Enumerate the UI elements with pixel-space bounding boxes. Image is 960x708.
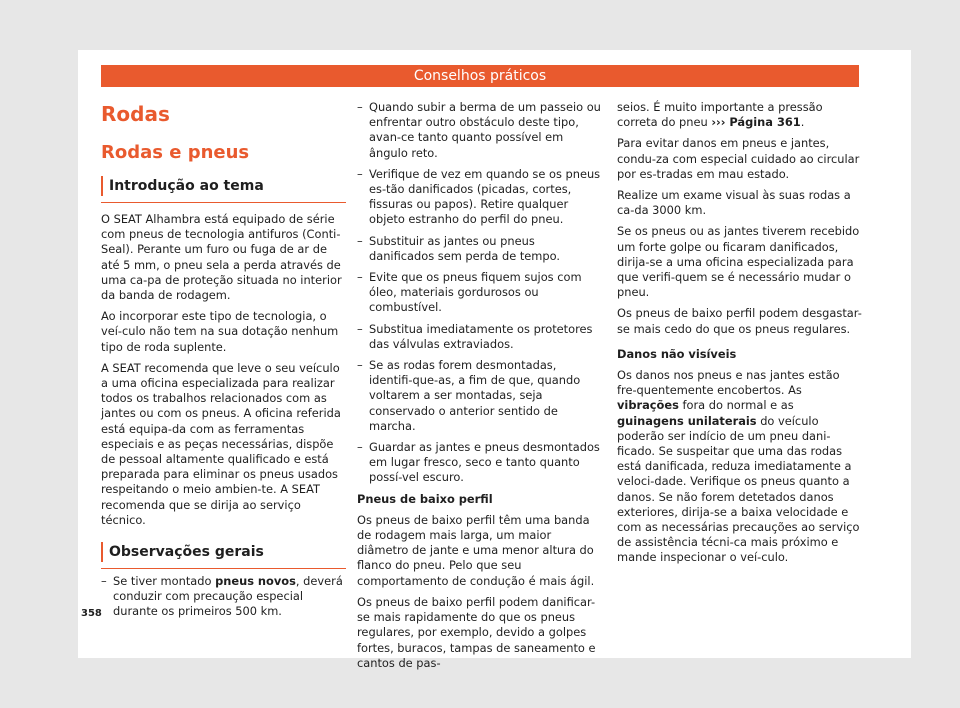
page-number: 358 xyxy=(81,608,102,619)
page-title: Rodas xyxy=(101,102,170,126)
section-marker xyxy=(101,176,103,196)
section-heading-general xyxy=(101,542,346,569)
paragraph: Os pneus de baixo perfil podem desgastar-se mais cedo do que os pneus regulares. xyxy=(617,306,862,336)
paragraph: Para evitar danos em pneus e jantes, condu-za com especial cuidado ao circular por es-tradas em mau estado. xyxy=(617,136,860,181)
manual-page xyxy=(78,50,911,670)
paragraph: Se os pneus ou as jantes tiverem recebido um forte golpe ou ficaram danificados, dirija-se a uma oficina especializada para que verifi-quem se é necessário mudar o pneu. xyxy=(617,224,860,300)
intro-text xyxy=(101,212,346,534)
section-heading-intro xyxy=(101,176,346,203)
general-list xyxy=(101,574,346,626)
section-heading-text: Observações gerais xyxy=(109,544,264,560)
subheading-hidden-damage: Danos não visíveis xyxy=(617,346,737,361)
paragraph: Os pneus de baixo perfil podem danificar-se mais rapidamente do que os pneus regulares, por exemplo, devido a golpes fortes, buracos, tampas de saneamento e cantos de pas- xyxy=(357,594,596,670)
list-item: – Guardar as jantes e pneus desmontados em lugar fresco, seco e tanto quanto possí-vel escuro. xyxy=(357,440,602,486)
paragraph: Os pneus de baixo perfil têm uma banda de rodagem mais larga, um maior diâmetro de jante e uma menor altura do flanco do pneu. Pelo que seu comportamento de condução é mais ágil. xyxy=(357,512,595,588)
paragraph: Os danos nos pneus e nas jantes estão fre-quentemente encobertos. As vibrações fora do normal e as guinagens unilaterais do veículo poderão ser indício de um pneu dani-ficado. Se suspeitar que uma das rodas está danificada, reduza imediatamente a veloci-dade. Verifique os pneus quanto a danos. Se não forem detetados danos exteriores, dirija-se a baixa velocidade e com as necessárias precauções ao serviço de assistência técni-ca mais próximo e mande inspecionar o veí-culo. xyxy=(617,368,860,565)
section-marker xyxy=(101,542,103,562)
paragraph: O SEAT Alhambra está equipado de série com pneus de tecnologia antifuros (Conti-Seal). Perante um furo ou fuga de ar de até 5 mm, o pneu sela a perda através de uma ca-pa de proteção situada no interior da banda de rodagem. xyxy=(101,212,342,303)
paragraph: Ao incorporar este tipo de tecnologia, o veí-culo não tem na sua dotação nenhum tipo de roda suplente. xyxy=(101,309,339,354)
page-reference-link[interactable]: ››› Página 361 xyxy=(711,115,801,130)
chapter-header: Conselhos práticos xyxy=(101,65,859,87)
page-subtitle: Rodas e pneus xyxy=(101,142,250,163)
paragraph: A SEAT recomenda que leve o seu veículo a uma oficina especializada para realizar todos os trabalhos relacionados com as jantes ou com os pneus. A oficina referida está equipa-da com as ferramentas especiais e as peças necessárias, dispõe de pessoal altamente qualificado e está preparada para eliminar os pneus usados respeitando o meio ambien-te. A SEAT recomenda que se dirija ao serviço técnico. xyxy=(101,360,341,527)
list-item: – Substituir as jantes ou pneus danificados sem perda de tempo. xyxy=(357,234,602,264)
list-item: – Se tiver montado pneus novos, deverá conduzir com precaução especial durante os primeiros 500 km. xyxy=(101,574,346,620)
list-item: – Se as rodas forem desmontadas, identifi-que-as, a fim de que, quando voltarem a ser montadas, seja conservado o anterior sentido de marcha. xyxy=(357,358,602,434)
advice-list xyxy=(357,100,602,677)
section-heading-text: Introdução ao tema xyxy=(109,178,264,194)
list-item: – Verifique de vez em quando se os pneus es-tão danificados (picadas, cortes, fissuras ou papos). Retire qualquer objeto estranho do perfil do pneu. xyxy=(357,167,602,228)
subheading-low-profile: Pneus de baixo perfil xyxy=(357,491,493,506)
paragraph: seios. É muito importante a pressão correta do pneu ››› Página 361. xyxy=(617,100,823,130)
list-item: – Evite que os pneus fiquem sujos com óleo, materiais gordurosos ou combustível. xyxy=(357,270,602,316)
list-item: – Substitua imediatamente os protetores das válvulas extraviados. xyxy=(357,322,602,352)
right-text xyxy=(617,100,862,572)
paragraph: Realize um exame visual às suas rodas a ca-da 3000 km. xyxy=(617,188,851,218)
list-item: – Quando subir a berma de um passeio ou enfrentar outro obstáculo deste tipo, avan-ce tanto quanto possível em ângulo reto. xyxy=(357,100,602,161)
